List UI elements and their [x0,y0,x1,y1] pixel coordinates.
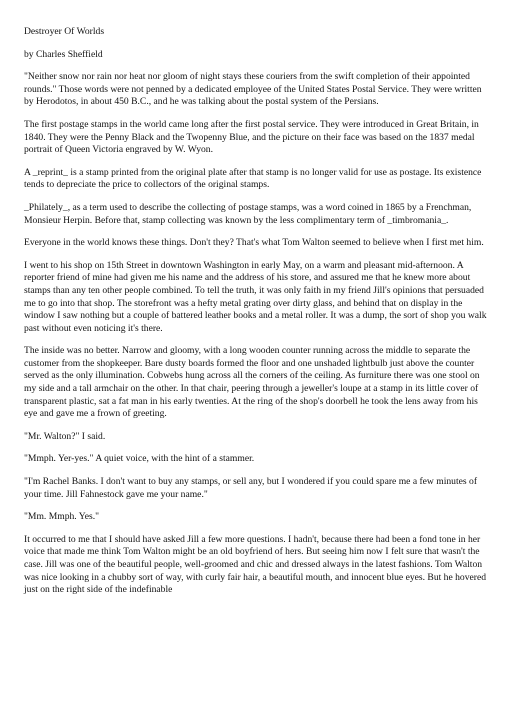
paragraph-5: Everyone in the world knows these things. Don't they? That's what Tom Walton seemed to believe when I first met him. [24,237,484,249]
paragraph-7: The inside was no better. Narrow and gloomy, with a long wooden counter running across the middle to separate the customer from the shopkeeper. Bare dusty boards formed the floor and one unshaded lightbulb just above the counter served as the only illumination. Cobwebs hung across all the corners of the ceiling. As furniture there was one stool on my side and a tall armchair on the other. In that chair, peering through a jeweller's loupe at a stamp in its little cover of transparent plastic, sat a fat man in his early twenties. At the ring of the shop's doorbell he took the lens away from his eye and gave me a frown of greeting. [24,345,480,420]
document-body [24,26,492,607]
paragraph-2: The first postage stamps in the world came long after the first postal service. They were introduced in Great Britain, in 1840. They were the Penny Black and the Twopenny Blue, and the picture on their face was based on the 1837 medal portrait of Queen Victoria engraved by W. Wyon. [24,118,479,156]
story-title: Destroyer Of Worlds [24,26,105,37]
paragraph-1: "Neither snow nor rain nor heat nor gloom of night stays these couriers from the swift completion of their appointed rounds." Those words were not penned by a dedicated employee of the United States Postal Service. They were written by Herodotos, in about 450 B.C., and he was talking about the postal system of the Persians. [24,71,482,108]
paragraph-4: _Philately_, as a term used to describe the collecting of postage stamps, was a word coined in 1865 by a Frenchman, Monsieur Herpin. Before that, stamp collecting was known by the less complimentary term of _timbromania_. [24,201,472,226]
paragraph-8: "Mr. Walton?" I said. [24,430,106,442]
paragraph-6: I went to his shop on 15th Street in downtown Washington in early May, on a warm and pleasant mid-afternoon. A reporter friend of mine had given me his name and the address of his store, and assured me that he knew more about stamps than any ten other people combined. To tell the truth, it was only faith in my friend Jill's opinions that persuaded me to go into that shop. The storefront was a hefty metal grating over dirty glass, and behind that on display in the window I saw nothing but a couple of battered leather books and a metal roller. It was a dump, the sort of shop you walk past without even noticing it's there. [24,259,487,334]
paragraph-11: "Mm. Mmph. Yes." [24,511,100,523]
paragraph-3: A _reprint_ is a stamp printed from the original plate after that stamp is no longer valid for use as postage. Its existence tends to depreciate the price to collectors of the original stamps. [24,166,482,191]
paragraph-9: "Mmph. Yer-yes." A quiet voice, with the hint of a stammer. [24,453,255,465]
paragraph-12: It occurred to me that I should have asked Jill a few more questions. I hadn't, because there had been a fond tone in her voice that made me think Tom Walton might be an old boyfriend of hers. But seeing him now I felt sure that wasn't the case. Jill was one of the beautiful people, well-groomed and chic and dressed always in the latest fashions. Tom Walton was nice looking in a chubby sort of way, with curly fair hair, a beautiful mouth, and innocent blue eyes. But he hovered just on the right side of the indefinable [24,533,487,596]
paragraph-10: "I'm Rachel Banks. I don't want to buy any stamps, or sell any, but I wondered if you could spare me a few minutes of your time. Jill Fahnestock gave me your name." [24,476,478,500]
story-byline: by Charles Sheffield [24,48,103,60]
